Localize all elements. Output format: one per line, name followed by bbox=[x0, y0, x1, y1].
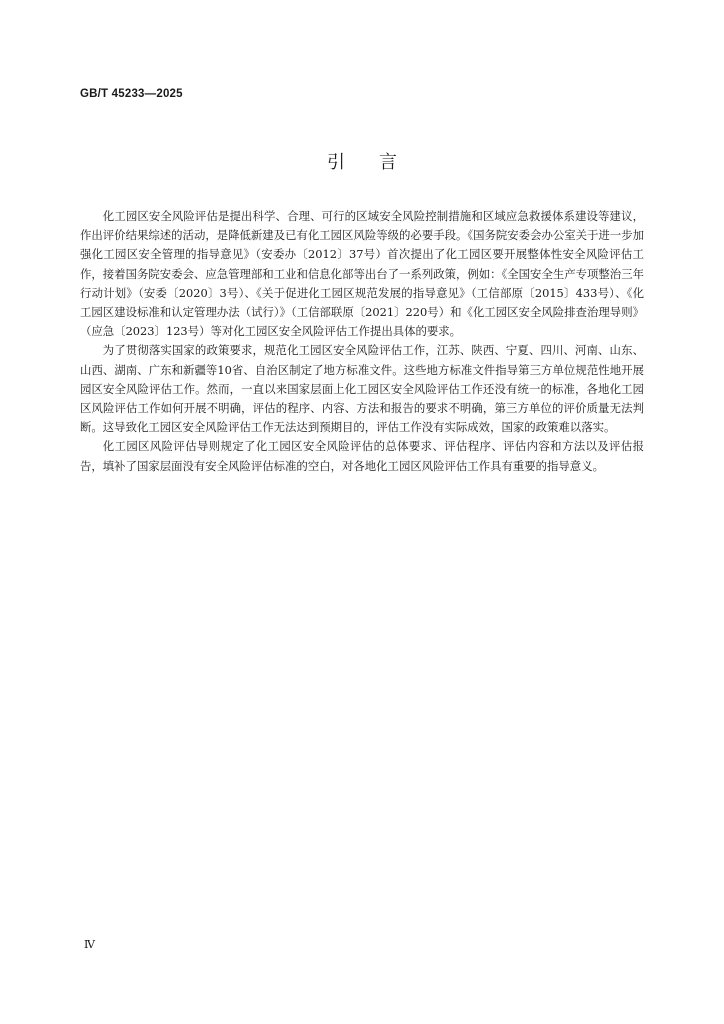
page-number: Ⅳ bbox=[84, 938, 95, 951]
paragraph-2: 为了贯彻落实国家的政策要求，规范化工园区安全风险评估工作，江苏、陕西、宁夏、四川、河南、山东、山西、湖南、广东和新疆等10省、自治区制定了地方标准文件。这些地方标准文件指导第三方单位规范性地开展园区安全风险评估工作。然而，一直以来国家层面上化工园区安全风险评估工作还没有统一的标准，各地化工园区风险评估工作如何开展不明确，评估的程序、内容、方法和报告的要求不明确，第三方单位的评价质量无法判断。这导致化工园区安全风险评估工作无法达到预期目的，评估工作没有实际成效，国家的政策难以落实。 bbox=[80, 343, 644, 435]
paragraph-3: 化工园区风险评估导则规定了化工园区安全风险评估的总体要求、评估程序、评估内容和方法以及评估报告，填补了国家层面没有安全风险评估标准的空白，对各地化工园区风险评估工作具有重要的指导意义。 bbox=[80, 439, 644, 473]
section-title: 引言 bbox=[327, 152, 431, 173]
standard-code: GB/T 45233—2025 bbox=[80, 88, 183, 100]
paragraph-1: 化工园区安全风险评估是提出科学、合理、可行的区域安全风险控制措施和区域应急救援体系建设等建议，作出评价结果综述的活动，是降低新建及已有化工园区风险等级的必要手段。《国务院安委会办公室关于进一步加强化工园区安全管理的指导意见》（安委办〔2012〕37号）首次提出了化工园区要开展整体性安全风险评估工作，接着国务院安委会、应急管理部和工业和信息化部等出台了一系列政策，例如：《全国安全生产专项整治三年行动计划》（安委〔2020〕3号）、《关于促进化工园区规范发展的指导意见》（工信部原〔2015〕433号）、《化工园区建设标准和认定管理办法（试行）》（工信部联原〔2021〕220号）和《化工园区安全风险排查治理导则》（应急〔2023〕123号）等对化工园区安全风险评估工作提出具体的要求。 bbox=[80, 209, 644, 339]
body-text bbox=[80, 207, 644, 476]
